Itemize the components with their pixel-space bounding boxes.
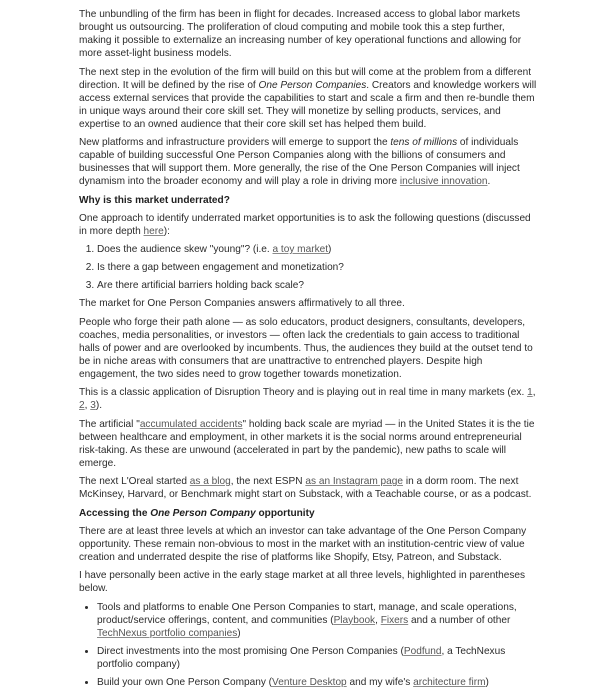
- list-item: 3. Are there artificial barriers holding back scale?: [97, 279, 539, 292]
- heading-why-underrated: Why is this market underrated?: [79, 194, 230, 206]
- example-link-2[interactable]: 2: [79, 400, 85, 411]
- list-item: 2. Is there a gap between engagement and monetization?: [97, 261, 539, 274]
- example-link-1[interactable]: 1: [527, 387, 533, 398]
- paragraph-approach: One approach to identify underrated market opportunities is to ask the following questions (discussed in more depth here):: [79, 212, 531, 237]
- paragraph-disruption-theory: This is a classic application of Disruption Theory and is playing out in real time in many markets (ex. 1, 2, 3).: [79, 387, 536, 411]
- paragraph-accumulated-accidents: The artificial "accumulated accidents" holding back scale are myriad — in the United States it is the tie between healthcare and employment, in other markets it is the social norms around entrepreneurial risk-taking. As these are unwound (accelerated in part by the pandemic), new paths to scale will emerge.: [79, 418, 535, 469]
- questions-list: [79, 243, 539, 292]
- levels-list: [79, 601, 539, 689]
- toy-market-link[interactable]: a toy market: [272, 244, 329, 255]
- accumulated-accidents-link[interactable]: accumulated accidents: [139, 418, 243, 430]
- paragraph-next-loreal: The next L'Oreal started as a blog, the next ESPN as an Instagram page in a dorm room. The next McKinsey, Harvard, or Benchmark might start on Substack, with a Teachable course, or as a podcast.: [79, 476, 532, 500]
- venture-desktop-link[interactable]: Venture Desktop: [272, 676, 347, 688]
- article-body: [79, 8, 539, 694]
- here-link[interactable]: here: [143, 225, 164, 237]
- paragraph-unbundling: The unbundling of the firm has been in flight for decades. Increased access to global labor markets brought us outsourcing. The proliferation of cloud computing and mobile took this a step further, making it possible to externalize an increasing number of key operational functions and allowing for more asset-light business models.: [79, 9, 522, 59]
- list-item: 1. Does the audience skew "young"? (i.e. a toy market): [97, 243, 539, 256]
- list-item: • Build your own One Person Company (Venture Desktop and my wife's architecture firm): [97, 676, 539, 689]
- podfund-link[interactable]: Podfund: [403, 645, 442, 657]
- inclusive-innovation-link[interactable]: inclusive innovation: [399, 176, 488, 187]
- instagram-page-link[interactable]: as an Instagram page: [305, 476, 404, 487]
- example-link-3[interactable]: 3: [90, 400, 96, 411]
- list-item: • Tools and platforms to enable One Person Companies to start, manage, and scale operations, product/service offerings, content, and communities (Playbook, Fixers and a number of other TechNexus portfolio companies): [97, 601, 539, 640]
- architecture-firm-link[interactable]: architecture firm: [413, 676, 486, 688]
- fixers-link[interactable]: Fixers: [380, 614, 409, 626]
- paragraph-forge-path: People who forge their path alone — as solo educators, product designers, consultants, developers, coaches, media personalities, or investors — often lack the credentials to gain access to traditional halls of power and are overlooked by incumbents. Thus, the audiences they build at the outset tend to be in niche areas with consumers that are unattractive to entrenched players. Despite high engagement, the two sides need to grow together towards monetization.: [79, 316, 533, 380]
- paragraph-personally-active: I have personally been active in the early stage market at all three levels, highlighted in parentheses below.: [79, 570, 526, 594]
- playbook-link[interactable]: Playbook: [333, 614, 376, 626]
- paragraph-next-step: The next step in the evolution of the firm will build on this but will come at the problem from a different direction. It will be defined by the rise of One Person Companies. Creators and knowledge workers will access external services that provide the capabilities to start and scale a firm and then re-bundle them in unique ways around their core skill set. They will monetize by selling products, services, and expertise to an owned audience that their core skill set has helped them build.: [79, 66, 537, 130]
- paragraph-affirmative: The market for One Person Companies answers affirmatively to all three.: [79, 298, 405, 309]
- paragraph-three-levels: There are at least three levels at which an investor can take advantage of the One Person Company opportunity. These remain non-obvious to most in the market with an institution-centric view of value creation and underrated despite the rise of platforms like Shopify, Etsy, Patreon, and Substack.: [79, 525, 527, 563]
- list-item: • Direct investments into the most promising One Person Companies (Podfund, a TechNexus portfolio company): [97, 645, 539, 671]
- as-a-blog-link[interactable]: as a blog: [189, 476, 231, 487]
- technexus-portfolio-link[interactable]: TechNexus portfolio companies: [97, 627, 238, 639]
- paragraph-new-platforms: New platforms and infrastructure providers will emerge to support the tens of millions of individuals capable of building successful One Person Companies along with the billions of consumers and businesses that will support them. More generally, the rise of the One Person Companies will inject dynamism into the broader economy and will play a role in driving more inclusive innovation.: [79, 137, 520, 187]
- heading-accessing-opportunity: Accessing the One Person Company opportunity: [79, 507, 315, 519]
